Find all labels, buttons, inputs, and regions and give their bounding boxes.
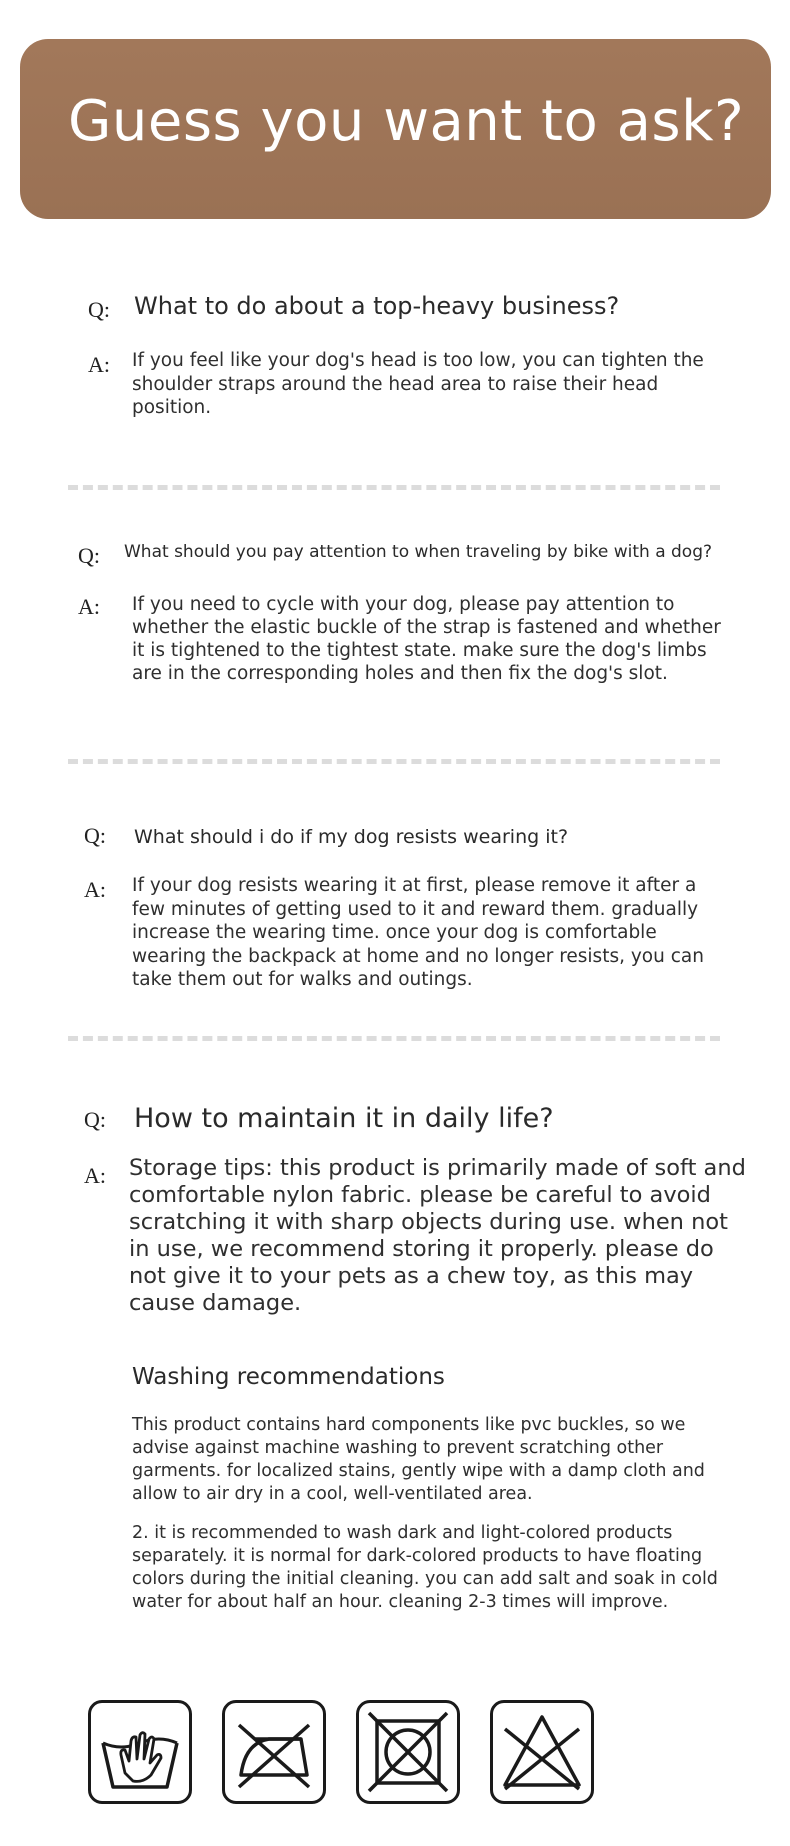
answer-text: If your dog resists wearing it at first, please remove it after a few minutes of getting used to it and reward them. gradually increase the wearing time. once your dog is comfortable wearing the backpack at home and no longer resists, you can take them out for walks and outings. <box>132 875 704 990</box>
answer-label: A: <box>78 594 100 619</box>
washing-paragraph-1: This product contains hard components like pvc buckles, so we advise against machine washing to prevent scratching other garments. for localized stains, gently wipe with a damp cloth and allow to air dry in a cool, well-ventilated area. <box>132 1415 705 1504</box>
hand-wash-icon <box>88 1700 192 1804</box>
answer-label: A: <box>84 877 106 902</box>
question-label: Q: <box>78 543 100 568</box>
divider <box>68 759 720 764</box>
care-icons-row <box>88 1700 608 1806</box>
question-text: What should you pay attention to when traveling by bike with a dog? <box>124 542 713 562</box>
washing-heading: Washing recommendations <box>132 1364 445 1390</box>
answer-text: If you feel like your dog's head is too low, you can tighten the shoulder straps around the head area to raise their head position. <box>132 350 704 418</box>
answer-label: A: <box>84 1163 106 1188</box>
divider <box>68 485 720 490</box>
divider <box>68 1036 720 1041</box>
answer-text: If you need to cycle with your dog, please pay attention to whether the elastic buckle of the strap is fastened and whether it is tightened to the tightest state. make sure the dog's limbs are in the corresponding holes and then fix the dog's slot. <box>132 594 721 684</box>
question-label: Q: <box>84 823 106 848</box>
header-banner <box>20 39 771 219</box>
question-label: Q: <box>84 1107 106 1132</box>
no-bleach-icon <box>490 1700 594 1804</box>
question-text: What to do about a top-heavy business? <box>134 292 620 320</box>
no-iron-icon <box>222 1700 326 1804</box>
no-tumble-dry-icon <box>356 1700 460 1804</box>
question-text: What should i do if my dog resists wearing it? <box>134 826 569 848</box>
question-text: How to maintain it in daily life? <box>134 1103 554 1134</box>
page-title: Guess you want to ask? <box>68 89 745 154</box>
washing-paragraph-2: 2. it is recommended to wash dark and light-colored products separately. it is normal for dark-colored products to have floating colors during the initial cleaning. you can add salt and soak in cold water for about half an hour. cleaning 2-3 times will improve. <box>132 1523 718 1612</box>
answer-text: Storage tips: this product is primarily made of soft and comfortable nylon fabric. please be careful to avoid scratching it with sharp objects during use. when not in use, we recommend storing it properly. please do not give it to your pets as a chew toy, as this may cause damage. <box>129 1155 746 1316</box>
answer-label: A: <box>88 352 110 377</box>
question-label: Q: <box>88 297 110 322</box>
